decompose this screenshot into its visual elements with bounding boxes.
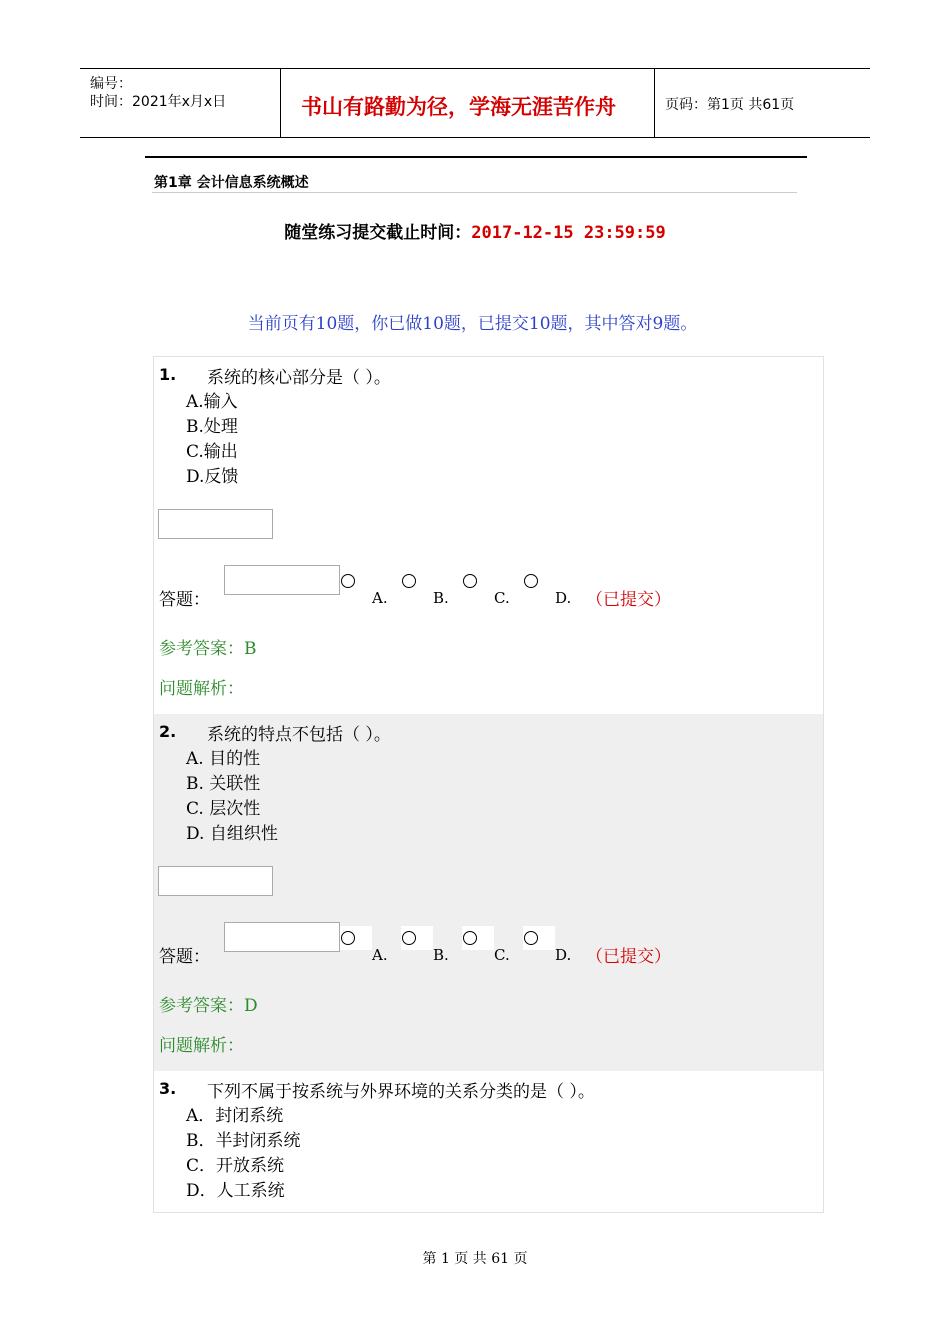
question-number: 2. (159, 722, 177, 741)
radio-label-a: A. (372, 946, 388, 964)
answer-input[interactable] (224, 565, 340, 595)
header-page-cell (655, 69, 870, 137)
option-a: A．封闭系统 (186, 1106, 284, 1126)
page-footer: 第 1 页 共 61 页 (422, 1251, 528, 1267)
deadline-label: 随堂练习提交截止时间： (284, 223, 472, 243)
note-input[interactable] (158, 866, 273, 896)
question-number: 1. (159, 365, 177, 384)
header-motto-cell (281, 69, 655, 137)
analysis-label: 问题解析： (159, 1036, 244, 1056)
option-d: D.反馈 (186, 467, 239, 487)
question-3 (154, 1071, 823, 1212)
option-a: A.输入 (186, 392, 238, 412)
deadline-line (0, 218, 950, 243)
progress-summary: 当前页有10题，你已做10题，已提交10题，其中答对9题。 (247, 314, 698, 334)
note-input[interactable] (158, 509, 273, 539)
motto: 书山有路勤为径，学海无涯苦作舟 (301, 95, 616, 119)
reference-answer: 参考答案：D (159, 996, 258, 1016)
question-text: 下列不属于按系统与外界环境的关系分类的是（ ）。 (207, 1082, 595, 1102)
question-number: 3. (159, 1079, 177, 1098)
radio-a[interactable] (341, 931, 355, 945)
radio-c[interactable] (463, 574, 477, 588)
radio-d[interactable] (524, 931, 538, 945)
top-rule (145, 156, 807, 158)
question-1 (154, 357, 823, 714)
time-label: 时间：2021年x月x日 (90, 94, 227, 110)
question-panel (153, 356, 824, 1213)
option-d: D. 自组织性 (186, 824, 278, 844)
page-header-table (80, 68, 870, 138)
radio-label-a: A. (372, 589, 388, 607)
code-label: 编号： (90, 76, 132, 92)
header-page-label: 页码：第1页 共61页 (665, 97, 795, 113)
deadline-value: 2017-12-15 23:59:59 (471, 223, 666, 243)
answer-label: 答题： (159, 590, 210, 610)
submitted-status: （已提交） (586, 947, 671, 967)
radio-label-b: B. (433, 589, 449, 607)
option-d: D．人工系统 (186, 1181, 285, 1201)
radio-a[interactable] (341, 574, 355, 588)
radio-d[interactable] (524, 574, 538, 588)
option-a: A. 目的性 (186, 749, 261, 769)
option-c: C．开放系统 (186, 1156, 285, 1176)
radio-label-c: C. (494, 946, 510, 964)
option-b: B.处理 (186, 417, 238, 437)
radio-label-c: C. (494, 589, 510, 607)
radio-c[interactable] (463, 931, 477, 945)
radio-label-b: B. (433, 946, 449, 964)
option-c: C. 层次性 (186, 799, 261, 819)
answer-label: 答题： (159, 947, 210, 967)
option-b: B. 关联性 (186, 774, 261, 794)
chapter-rule (152, 192, 797, 193)
radio-label-d: D. (555, 589, 572, 607)
analysis-label: 问题解析： (159, 679, 244, 699)
radio-b[interactable] (402, 574, 416, 588)
question-text: 系统的特点不包括（ ）。 (207, 725, 391, 745)
reference-answer: 参考答案：B (159, 639, 257, 659)
chapter-title: 第1章 会计信息系统概述 (154, 175, 309, 191)
header-info-cell (80, 69, 281, 137)
radio-label-d: D. (555, 946, 572, 964)
option-b: B．半封闭系统 (186, 1131, 301, 1151)
question-text: 系统的核心部分是（ ）。 (207, 368, 391, 388)
answer-input[interactable] (224, 922, 340, 952)
submitted-status: （已提交） (586, 590, 671, 610)
radio-b[interactable] (402, 931, 416, 945)
option-c: C.输出 (186, 442, 238, 462)
question-2 (154, 714, 823, 1071)
